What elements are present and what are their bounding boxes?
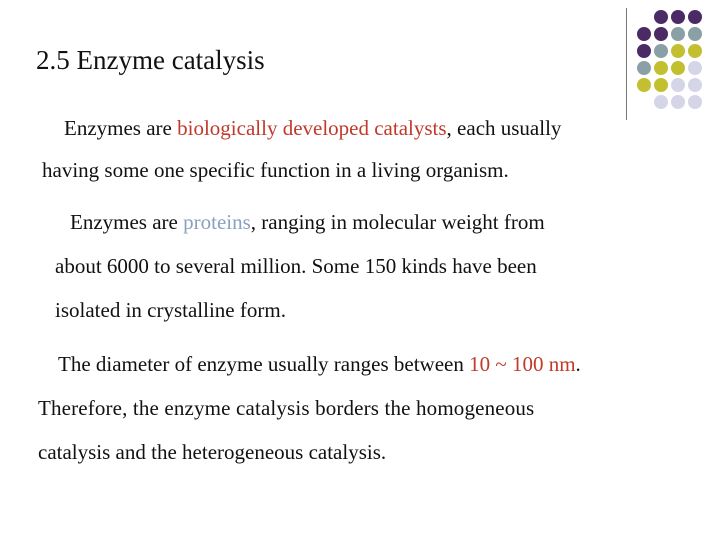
decorative-dot (654, 44, 668, 58)
decorative-dot (688, 95, 702, 109)
p2-text-b: , ranging in molecular weight from (250, 210, 545, 234)
decorative-dot (671, 78, 685, 92)
p3-text-a: The diameter of enzyme usually ranges between (58, 352, 470, 376)
p1-text-b: , each usually (446, 116, 562, 140)
p2-text-a: Enzymes are (70, 210, 184, 234)
paragraph-1-line-2: having some one specific function in a living organism. (42, 158, 509, 182)
decorative-dot (688, 44, 702, 58)
p1-text-a: Enzymes are (64, 116, 178, 140)
decorative-dot-grid (637, 10, 720, 122)
p1-highlight: biologically developed catalysts (177, 116, 447, 140)
decorative-dot (671, 10, 685, 24)
decorative-dot (688, 78, 702, 92)
paragraph-3-line-3: catalysis and the heterogeneous catalysis. (38, 440, 387, 464)
p3-highlight: 10 ~ 100 nm (469, 352, 576, 376)
decorative-dot (671, 95, 685, 109)
decorative-dot (637, 78, 651, 92)
decorative-dot (637, 61, 651, 75)
paragraph-3-line-1 (58, 350, 581, 378)
decorative-dot (688, 27, 702, 41)
paragraph-2-line-1 (70, 208, 545, 236)
paragraph-1-line-1 (64, 114, 561, 142)
decorative-dot (671, 44, 685, 58)
p3-text-b: . (575, 352, 581, 376)
paragraph-2-line-2: about 6000 to several million. Some 150 kinds have been (55, 254, 537, 278)
decorative-dot (654, 95, 668, 109)
p2-highlight: proteins (183, 210, 251, 234)
decorative-dot (637, 44, 651, 58)
decorative-dot (688, 10, 702, 24)
decorative-dot (688, 61, 702, 75)
decorative-dot (671, 27, 685, 41)
paragraph-2-line-3: isolated in crystalline form. (55, 298, 286, 322)
decorative-dot (637, 27, 651, 41)
decorative-dot (654, 61, 668, 75)
decorative-dot (654, 10, 668, 24)
paragraph-3-line-2: Therefore, the enzyme catalysis borders the homogeneous (38, 396, 535, 420)
decorative-dot (654, 27, 668, 41)
decorative-dot (671, 61, 685, 75)
vertical-divider (626, 8, 627, 120)
decorative-dot (654, 78, 668, 92)
slide-title: 2.5 Enzyme catalysis (36, 45, 265, 75)
